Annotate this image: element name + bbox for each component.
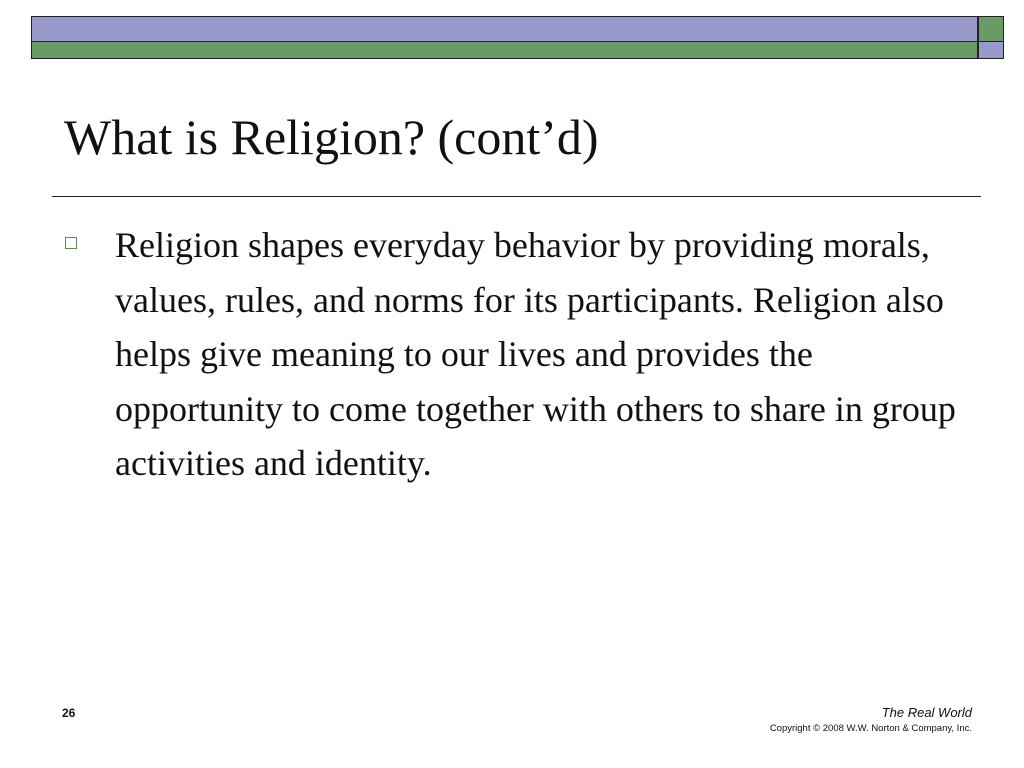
header-square-purple	[978, 42, 1004, 59]
header-bar-purple	[31, 16, 978, 42]
footer-book-title: The Real World	[881, 705, 972, 720]
header-square-green	[978, 16, 1004, 42]
footer-copyright: Copyright © 2008 W.W. Norton & Company, Inc.	[769, 723, 972, 734]
page-number: 26	[62, 706, 76, 720]
hollow-square-bullet-icon	[65, 237, 77, 249]
slide-title: What is Religion? (cont’d)	[64, 109, 599, 165]
title-divider	[52, 196, 981, 197]
bullet-text: Religion shapes everyday behavior by providing morals, values, rules, and norms for its participants. Religion also helps give meaning to our lives and provides the opportunity to come together with others to share in group activities and identity.	[115, 225, 956, 483]
header-bar-green	[31, 42, 978, 59]
